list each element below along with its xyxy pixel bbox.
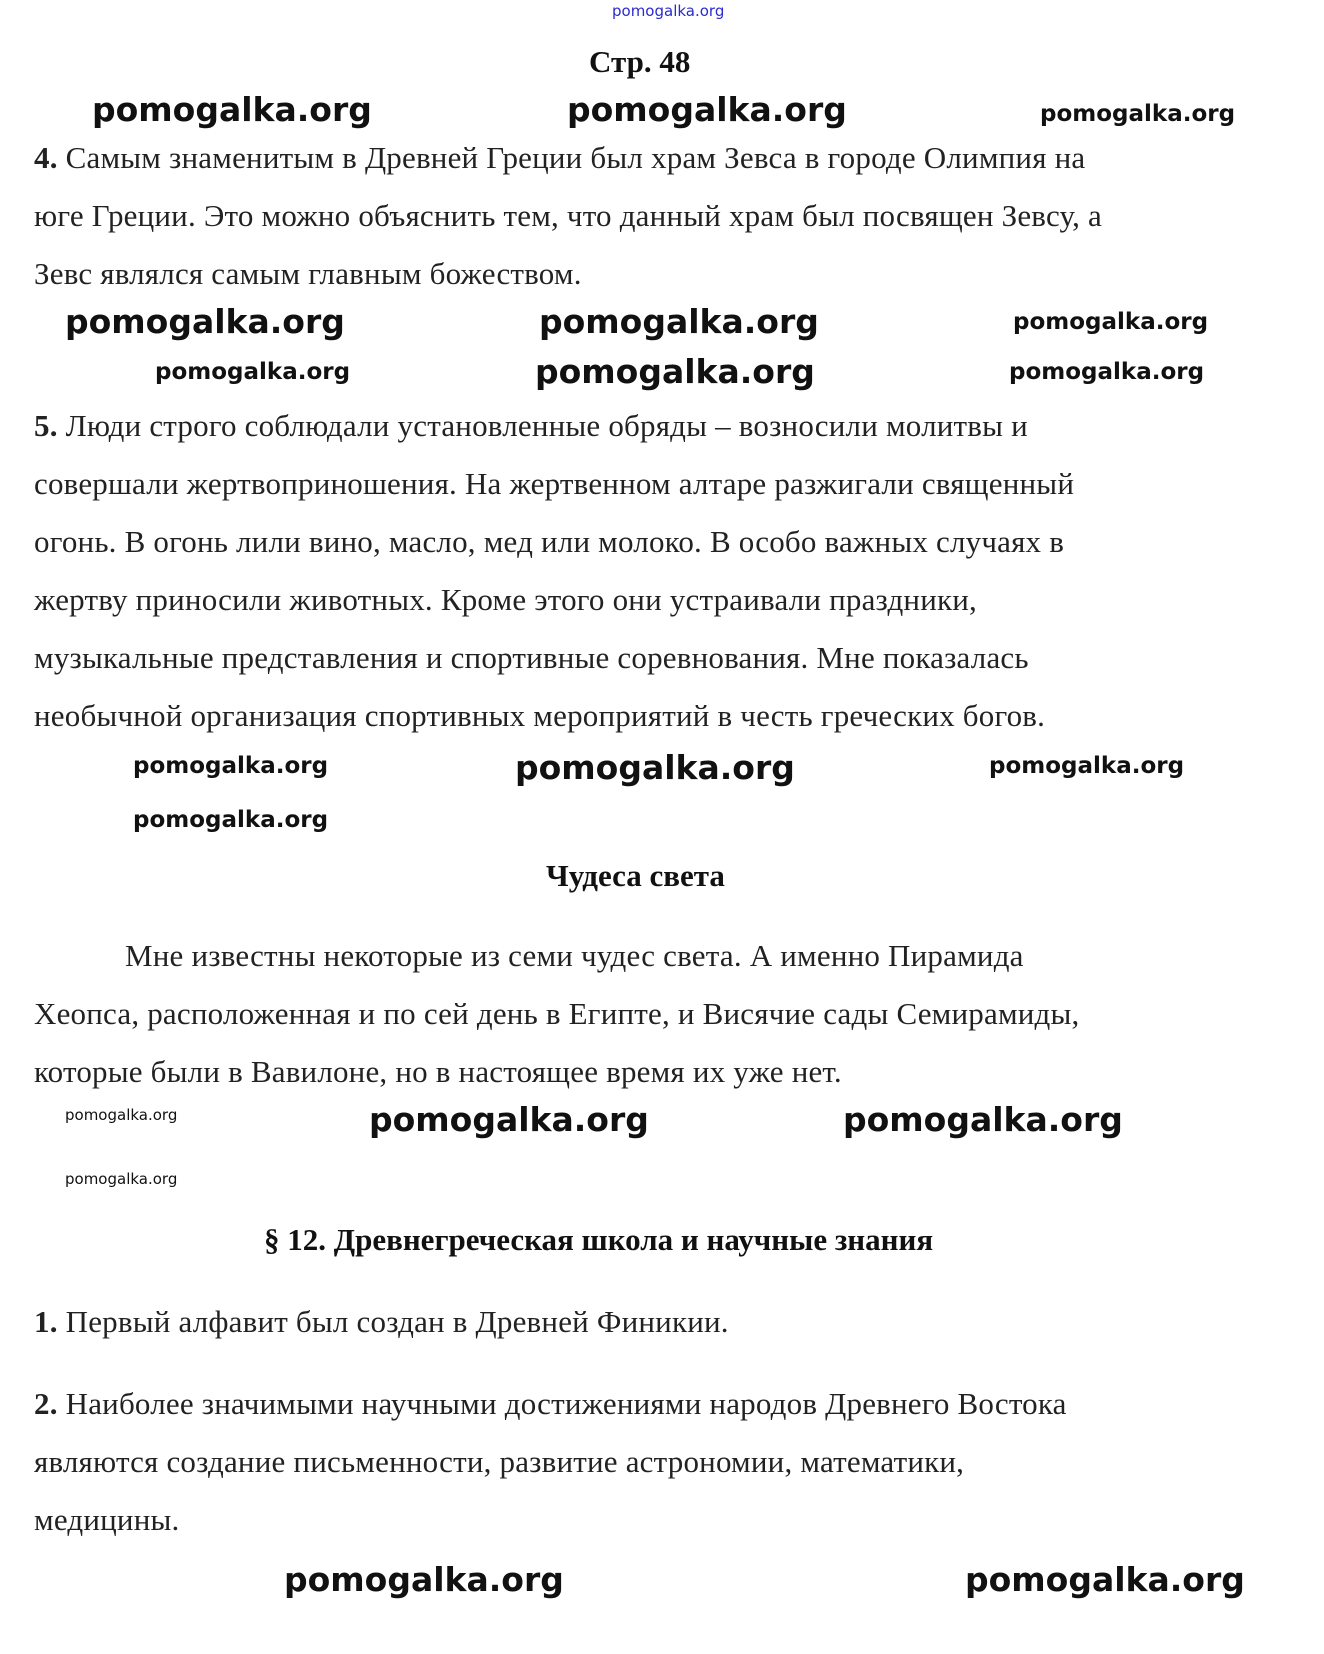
- watermark: pomogalka.org: [965, 1560, 1245, 1599]
- q4-line: юге Греции. Это можно объяснить тем, что данный храм был посвящен Зевсу, а: [34, 198, 1102, 233]
- watermark: pomogalka.org: [1040, 101, 1236, 127]
- watermark: pomogalka.org: [567, 90, 847, 129]
- watermark: pomogalka.org: [843, 1100, 1123, 1139]
- header-watermark[interactable]: pomogalka.org: [612, 2, 725, 20]
- q4-line: Зевс являлся самым главным божеством.: [34, 256, 582, 291]
- wonders-line: Хеопса, расположенная и по сей день в Египте, и Висячие сады Семирамиды,: [34, 996, 1080, 1031]
- s12-q1-number: 1.: [34, 1304, 58, 1339]
- section-heading: § 12. Древнегреческая школа и научные знания: [264, 1222, 934, 1257]
- q5-line: совершали жертвоприношения. На жертвенном алтаре разжигали священный: [34, 466, 1075, 501]
- watermark: pomogalka.org: [1013, 309, 1209, 335]
- wonders-line: Мне известны некоторые из семи чудес света. А именно Пирамида: [125, 938, 1024, 973]
- q5-line: огонь. В огонь лили вино, масло, мед или молоко. В особо важных случаях в: [34, 524, 1065, 559]
- watermark: pomogalka.org: [65, 1106, 178, 1124]
- s12-q2-line: [34, 1386, 1067, 1422]
- s12-q1-text: Первый алфавит был создан в Древней Финикии.: [65, 1304, 729, 1339]
- s12-q2-number: 2.: [34, 1386, 58, 1421]
- s12-q2-text: Наиболее значимыми научными достижениями народов Древнего Востока: [65, 1386, 1067, 1421]
- s12-q2-line: медицины.: [34, 1502, 180, 1537]
- watermark: pomogalka.org: [535, 352, 815, 391]
- watermark: pomogalka.org: [539, 302, 819, 341]
- watermark: pomogalka.org: [1009, 359, 1205, 385]
- watermark: pomogalka.org: [284, 1560, 564, 1599]
- watermark: pomogalka.org: [65, 1170, 178, 1188]
- q5-line: музыкальные представления и спортивные соревнования. Мне показалась: [34, 640, 1029, 675]
- q5-text: Люди строго соблюдали установленные обряды – возносили молитвы и: [65, 408, 1028, 443]
- watermark: pomogalka.org: [133, 753, 329, 779]
- watermark: pomogalka.org: [515, 748, 795, 787]
- wonders-heading: Чудеса света: [546, 858, 725, 893]
- q5-line: жертву приносили животных. Кроме этого они устраивали праздники,: [34, 582, 977, 617]
- page-title: Стр. 48: [589, 44, 691, 79]
- watermark: pomogalka.org: [369, 1100, 649, 1139]
- wonders-line: которые были в Вавилоне, но в настоящее время их уже нет.: [34, 1054, 842, 1089]
- watermark: pomogalka.org: [92, 90, 372, 129]
- s12-q1-line: [34, 1304, 729, 1340]
- watermark: pomogalka.org: [133, 807, 329, 833]
- q4-line: [34, 140, 1085, 176]
- q5-line: необычной организация спортивных мероприятий в честь греческих богов.: [34, 698, 1046, 733]
- q5-number: 5.: [34, 408, 58, 443]
- q4-text: Самым знаменитым в Древней Греции был храм Зевса в городе Олимпия на: [65, 140, 1086, 175]
- q4-number: 4.: [34, 140, 58, 175]
- watermark: pomogalka.org: [155, 359, 351, 385]
- watermark: pomogalka.org: [989, 753, 1185, 779]
- watermark: pomogalka.org: [65, 302, 345, 341]
- q5-line: [34, 408, 1028, 444]
- s12-q2-line: являются создание письменности, развитие астрономии, математики,: [34, 1444, 965, 1479]
